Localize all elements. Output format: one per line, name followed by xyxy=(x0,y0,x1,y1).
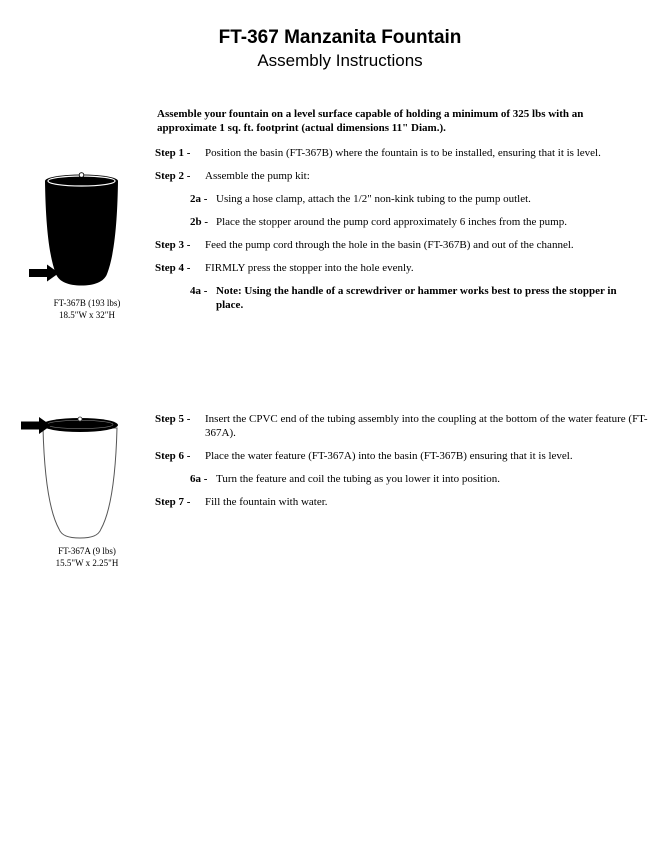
arrow-icon xyxy=(21,417,52,434)
step-3-text: Feed the pump cord through the hole in the basin (FT-367B) and out of the channel. xyxy=(205,239,574,251)
step-2 xyxy=(155,169,649,183)
water-feature-caption-model: FT-367A (9 lbs) xyxy=(58,546,116,556)
step-5-label: Step 5 - xyxy=(155,413,191,425)
step-2a-text: Using a hose clamp, attach the 1/2" non-kink tubing to the pump outlet. xyxy=(216,193,531,205)
step-2-text: Assemble the pump kit: xyxy=(205,170,310,182)
step-7-text: Fill the fountain with water. xyxy=(205,496,328,508)
step-5 xyxy=(155,412,649,440)
step-4a-text: Note: Using the handle of a screwdriver or hammer works best to press the stopper in place. xyxy=(216,285,617,311)
step-2a-label: 2a - xyxy=(190,193,208,205)
step-4 xyxy=(155,261,649,275)
step-2b-label: 2b - xyxy=(190,216,209,228)
step-4a-label: 4a - xyxy=(190,285,208,297)
water-feature-caption-dimensions: 15.5"W x 2.25"H xyxy=(55,558,119,568)
step-1-text: Position the basin (FT-367B) where the fountain is to be installed, ensuring that it is level. xyxy=(205,147,601,159)
step-3-label: Step 3 - xyxy=(155,239,191,251)
step-6-text: Place the water feature (FT-367A) into the basin (FT-367B) ensuring that it is level. xyxy=(205,450,573,462)
step-6-label: Step 6 - xyxy=(155,450,191,462)
basin-caption-model: FT-367B (193 lbs) xyxy=(53,298,121,308)
step-2b-text: Place the stopper around the pump cord approximately 6 inches from the pump. xyxy=(216,216,567,228)
step-6 xyxy=(155,449,649,463)
arrow-icon xyxy=(29,264,60,282)
step-6a-label: 6a - xyxy=(190,473,208,485)
step-4-label: Step 4 - xyxy=(155,262,191,274)
step-2a xyxy=(155,192,649,206)
step-7-label: Step 7 - xyxy=(155,496,191,508)
steps-section-1 xyxy=(155,146,649,321)
basin-caption xyxy=(22,297,152,321)
step-6a-text: Turn the feature and coil the tubing as you lower it into position. xyxy=(216,473,501,485)
intro-paragraph: Assemble your fountain on a level surface capable of holding a minimum of 325 lbs with an approximate 1 sq. ft. footprint (actual dimensions 11" Diam.). xyxy=(157,108,584,134)
page-title: FT-367 Manzanita Fountain xyxy=(218,27,462,48)
step-7 xyxy=(155,495,649,509)
step-1 xyxy=(155,146,649,160)
step-1-label: Step 1 - xyxy=(155,147,191,159)
water-feature-caption xyxy=(22,545,152,569)
step-3 xyxy=(155,238,649,252)
step-4-text: FIRMLY press the stopper into the hole evenly. xyxy=(205,262,414,274)
step-2b xyxy=(155,215,649,229)
page-subtitle: Assembly Instructions xyxy=(257,51,423,70)
step-4a-note xyxy=(155,284,649,312)
steps-section-2 xyxy=(155,412,649,518)
step-2-label: Step 2 - xyxy=(155,170,191,182)
step-6a xyxy=(155,472,649,486)
step-5-text: Insert the CPVC end of the tubing assembly into the coupling at the bottom of the water feature (FT-367A). xyxy=(205,413,648,439)
basin-caption-dimensions: 18.5"W x 32"H xyxy=(59,310,115,320)
title-block xyxy=(25,27,655,71)
